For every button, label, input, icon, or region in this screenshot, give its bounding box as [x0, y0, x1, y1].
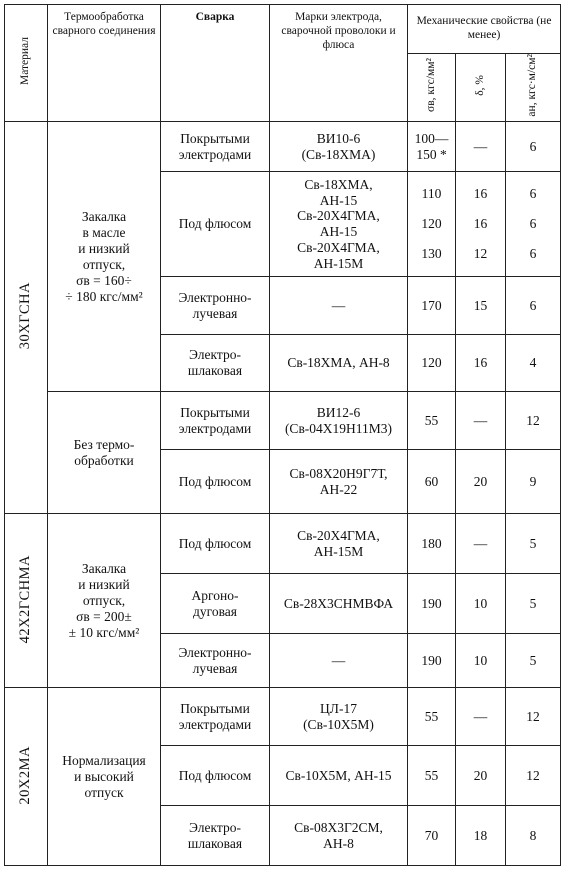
sigma-cell-line: 60 [424, 473, 439, 489]
heat-treatment-cell [48, 514, 161, 688]
header-an [506, 54, 561, 122]
table-row [5, 392, 561, 450]
welding-cell [161, 122, 270, 172]
delta-cell-line: — [473, 138, 488, 154]
electrode-cell-line: ЦЛ-17 [320, 700, 357, 716]
an-cell [506, 172, 561, 277]
sigma-cell-line: 120 [421, 355, 442, 371]
heat-treatment-cell-line: σв = 200± [76, 608, 132, 624]
welding-cell-line: дуговая [193, 603, 237, 619]
header-delta-label: δ, % [473, 74, 486, 96]
material-label: 30ХГСНА [17, 282, 34, 350]
welding-cell-line: Покрытыми [180, 130, 250, 146]
welding-cell [161, 514, 270, 574]
delta-cell-line: 12 [473, 246, 488, 262]
an-cell-line: 12 [526, 708, 540, 724]
an-cell-line: 12 [526, 767, 540, 783]
welding-cell-line: Электронно- [178, 644, 252, 660]
delta-cell-line: 16 [473, 186, 488, 202]
an-cell [506, 806, 561, 866]
an-cell [506, 392, 561, 450]
sigma-cell-line: 100— [414, 130, 449, 146]
material-cell [5, 514, 48, 688]
electrode-cell-line: Св-18ХМА, АН-8 [287, 355, 390, 371]
heat-treatment-cell-line: в масле [82, 225, 126, 241]
welding-cell [161, 574, 270, 634]
table-row [5, 122, 561, 172]
delta-cell [456, 277, 506, 335]
an-cell-line: 5 [529, 595, 537, 611]
table-header [5, 5, 561, 122]
sigma-cell-line: 190 [421, 595, 442, 611]
electrode-cell [270, 514, 408, 574]
sigma-cell [408, 514, 456, 574]
sigma-cell-line: 70 [424, 827, 439, 843]
header-an-label: aн, кгс·м/см² [526, 54, 539, 117]
header-electrode: Марки электрода, сварочной проволоки и флюса [270, 5, 408, 122]
an-cell-line: 4 [529, 355, 537, 371]
delta-cell-line: 16 [473, 355, 488, 371]
welding-cell-line: Аргоно- [191, 587, 239, 603]
header-sigma-label: σв, кгс/мм² [424, 58, 437, 113]
an-cell-line: 12 [526, 412, 540, 428]
heat-treatment-cell [48, 392, 161, 514]
electrode-cell-line: Св-08Х20Н9Г7Т, [289, 465, 388, 481]
heat-treatment-cell-line: ± 10 кгс/мм² [68, 624, 140, 640]
delta-cell-line: — [473, 708, 488, 724]
an-cell [506, 450, 561, 514]
electrode-cell-line: АН-15М [313, 256, 364, 272]
an-cell [506, 514, 561, 574]
delta-cell [456, 806, 506, 866]
material-cell [5, 122, 48, 514]
electrode-cell-line: Св-28Х3СНМВФА [283, 595, 394, 611]
heat-treatment-cell-line: обработки [74, 452, 134, 468]
sigma-cell [408, 392, 456, 450]
welding-cell-line: Под флюсом [178, 216, 252, 232]
heat-treatment-cell-line: и низкий [78, 576, 130, 592]
welding-properties-table [4, 4, 561, 866]
an-cell-line: 6 [529, 297, 537, 313]
welding-cell [161, 335, 270, 392]
sigma-cell-line: 190 [421, 652, 442, 668]
electrode-cell-line: ВИ12-6 [316, 404, 361, 420]
heat-treatment-cell-line: отпуск, [82, 256, 126, 272]
sigma-cell [408, 746, 456, 806]
sigma-cell-line: 120 [421, 216, 442, 232]
delta-cell-line: 15 [473, 297, 488, 313]
sigma-cell-line: 130 [421, 246, 442, 262]
heat-treatment-cell-line: отпуск [84, 784, 124, 800]
electrode-cell [270, 122, 408, 172]
electrode-cell-line: Св-20Х4ГМА, [297, 527, 380, 543]
an-cell-line: 6 [529, 246, 537, 262]
header-delta [456, 54, 506, 122]
sigma-cell-line: 55 [424, 708, 439, 724]
material-label: 20Х2МА [17, 745, 34, 805]
delta-cell-line: 18 [473, 827, 488, 843]
heat-treatment-cell-line: σв = 160÷ [76, 272, 132, 288]
welding-cell [161, 634, 270, 688]
electrode-cell-line: — [331, 652, 346, 668]
electrode-cell-line: АН-15 [319, 192, 358, 208]
welding-cell-line: электродами [178, 146, 252, 162]
material-cell [5, 688, 48, 866]
sigma-cell-line: 150 * [416, 146, 447, 162]
header-welding: Сварка [161, 5, 270, 122]
sigma-cell [408, 277, 456, 335]
delta-cell-line: — [473, 412, 488, 428]
sigma-cell [408, 634, 456, 688]
an-cell [506, 688, 561, 746]
heat-treatment-cell-line: Нормализация [62, 752, 146, 768]
header-material-label: Материал [19, 36, 32, 85]
welding-cell-line: Под флюсом [178, 473, 252, 489]
welding-cell [161, 172, 270, 277]
electrode-cell [270, 277, 408, 335]
electrode-cell [270, 172, 408, 277]
an-cell-line: 6 [529, 138, 537, 154]
an-cell-line: 5 [529, 535, 537, 551]
welding-cell-line: лучевая [192, 660, 238, 676]
delta-cell-line: 16 [473, 216, 488, 232]
header-mech-props: Механические свойства (не менее) [408, 5, 561, 54]
welding-cell [161, 806, 270, 866]
welding-cell-line: лучевая [192, 305, 238, 321]
heat-treatment-cell-line: отпуск, [82, 592, 126, 608]
electrode-cell [270, 806, 408, 866]
sigma-cell [408, 574, 456, 634]
electrode-cell-line: ВИ10-6 [316, 130, 361, 146]
electrode-cell-line: АН-8 [323, 835, 354, 851]
welding-cell-line: Покрытыми [180, 700, 250, 716]
header-sigma [408, 54, 456, 122]
an-cell-line: 5 [529, 652, 537, 668]
heat-treatment-cell-line: Без термо- [73, 436, 135, 452]
header-heat-treatment: Термообработка сварного соединения [48, 5, 161, 122]
electrode-cell-line: АН-15 [319, 224, 358, 240]
welding-cell-line: шлаковая [187, 363, 243, 379]
welding-cell-line: Покрытыми [180, 404, 250, 420]
an-cell [506, 746, 561, 806]
sigma-cell-line: 55 [424, 412, 439, 428]
welding-cell-line: электродами [178, 716, 252, 732]
welding-cell-line: Электронно- [178, 289, 252, 305]
heat-treatment-cell-line: Закалка [81, 209, 127, 225]
electrode-cell [270, 574, 408, 634]
sigma-cell-line: 180 [421, 535, 442, 551]
delta-cell-line: 10 [473, 595, 488, 611]
heat-treatment-cell-line: и низкий [78, 240, 130, 256]
delta-cell [456, 122, 506, 172]
delta-cell [456, 688, 506, 746]
electrode-cell-line: — [331, 297, 346, 313]
heat-treatment-cell-line: Закалка [81, 561, 127, 577]
delta-cell [456, 450, 506, 514]
welding-cell [161, 688, 270, 746]
welding-cell-line: Под флюсом [178, 767, 252, 783]
welding-cell-line: электродами [178, 420, 252, 436]
delta-cell-line: 20 [473, 473, 488, 489]
an-cell-line: 6 [529, 186, 537, 202]
electrode-cell-line: Св-18ХМА, [304, 176, 373, 192]
electrode-cell [270, 688, 408, 746]
an-cell-line: 6 [529, 216, 537, 232]
delta-cell [456, 746, 506, 806]
electrode-cell-line: АН-22 [319, 481, 358, 497]
welding-cell [161, 277, 270, 335]
welding-cell-line: Электро- [189, 347, 241, 363]
electrode-cell-line: Св-20Х4ГМА, [297, 240, 380, 256]
welding-cell [161, 450, 270, 514]
an-cell-line: 9 [529, 473, 537, 489]
an-cell [506, 335, 561, 392]
heat-treatment-cell-line: и высокий [74, 768, 134, 784]
delta-cell [456, 335, 506, 392]
sigma-cell [408, 335, 456, 392]
delta-cell [456, 574, 506, 634]
electrode-cell-line: (Св-04Х19Н11М3) [284, 420, 393, 436]
an-cell [506, 634, 561, 688]
welding-cell-line: Электро- [189, 819, 241, 835]
electrode-cell [270, 634, 408, 688]
delta-cell [456, 172, 506, 277]
sigma-cell [408, 172, 456, 277]
sigma-cell [408, 122, 456, 172]
delta-cell [456, 392, 506, 450]
delta-cell [456, 634, 506, 688]
welding-cell [161, 746, 270, 806]
delta-cell-line: 10 [473, 652, 488, 668]
header-material [5, 5, 48, 122]
material-label: 42Х2ГСНМА [17, 554, 34, 644]
electrode-cell [270, 335, 408, 392]
electrode-cell-line: Св-10Х5М, АН-15 [285, 767, 392, 783]
delta-cell-line: — [473, 535, 488, 551]
welding-cell-line: шлаковая [187, 835, 243, 851]
electrode-cell-line: АН-15М [313, 543, 364, 559]
electrode-cell [270, 746, 408, 806]
sigma-cell-line: 110 [421, 186, 442, 202]
heat-treatment-cell [48, 688, 161, 866]
electrode-cell [270, 450, 408, 514]
electrode-cell-line: Св-20Х4ГМА, [297, 208, 380, 224]
electrode-cell-line: Св-08Х3Г2СМ, [294, 819, 383, 835]
sigma-cell-line: 170 [421, 297, 442, 313]
an-cell [506, 574, 561, 634]
welding-cell-line: Под флюсом [178, 535, 252, 551]
electrode-cell-line: (Св-18ХМА) [301, 146, 376, 162]
electrode-cell-line: (Св-10Х5М) [303, 716, 374, 732]
sigma-cell [408, 688, 456, 746]
table-body [5, 122, 561, 866]
an-cell [506, 277, 561, 335]
table-row [5, 514, 561, 574]
heat-treatment-cell-line: ÷ 180 кгс/мм² [65, 288, 143, 304]
heat-treatment-cell [48, 122, 161, 392]
sigma-cell [408, 806, 456, 866]
an-cell-line: 8 [529, 827, 537, 843]
welding-cell [161, 392, 270, 450]
sigma-cell [408, 450, 456, 514]
delta-cell [456, 514, 506, 574]
sigma-cell-line: 55 [424, 767, 439, 783]
electrode-cell [270, 392, 408, 450]
delta-cell-line: 20 [473, 767, 488, 783]
table-row [5, 688, 561, 746]
an-cell [506, 122, 561, 172]
